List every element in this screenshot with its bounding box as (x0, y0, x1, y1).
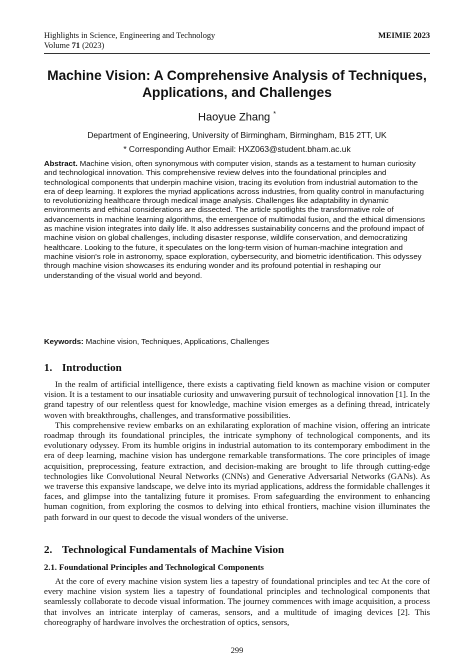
paragraph: This comprehensive review embarks on an exhilarating exploration of machine vision, offering an intricate roadmap through its foundational principles, the intricate symphony of technological components, and its evolutionary odyssey. From its humble origins in industrial automation to its contemporary embodiment in the era of deep learning, machine vision has undergone remarkable transformations. The core principles of image acquisition, preprocessing, feature extraction, and decision-making are brought to life through cutting-edge technologies like Convolutional Neural Networks (CNNs) and Generative Adversarial Networks (GANs). As we traverse this expansive landscape, we delve into its myriad applications, address the formidable challenges it faces, and glimpse into the tantalizing future it promises. From safeguarding the environment to enhancing human cognition, from exploring the cosmos to delving into ethical frontiers, machine vision illuminates the path forward in our quest to decode the visual wonders of the universe. (44, 419, 430, 522)
abstract (44, 159, 430, 280)
affiliation (40, 128, 434, 156)
header-rule (44, 53, 430, 54)
corresponding-author-email: * Corresponding Author Email: HXZ063@student.bham.ac.uk (123, 144, 351, 154)
corresponding-mark: * (273, 111, 276, 118)
abstract-label: Abstract. (44, 159, 78, 168)
journal-name: Highlights in Science, Engineering and Technology (44, 31, 216, 40)
department: Department of Engineering, University of Birmingham, Birmingham, B15 2TT, UK (87, 130, 387, 140)
section2-body (44, 576, 430, 627)
paragraph: In the realm of artificial intelligence, there exists a captivating field known as machine vision or computer vision. It is a testament to our insatiable curiosity and unwavering pursuit of technological innovation [1]. In the grand tapestry of our relentless quest for knowledge, machine vision emerges as a defining thread, intricately woven with breakthroughs, challenges, and transformative possibilities. (44, 379, 430, 420)
keywords-text: Machine vision, Techniques, Applications, Challenges (83, 337, 270, 346)
keywords (44, 337, 430, 347)
author (40, 111, 434, 124)
section-heading-technological-fundamentals: 2. Technological Fundamentals of Machine Vision (44, 544, 285, 556)
introduction-body (44, 379, 430, 522)
author-name: Haoyue Zhang (198, 111, 271, 124)
section-heading-introduction: 1. Introduction (44, 362, 122, 374)
page-number: 299 (230, 646, 244, 655)
subsection-heading: 2.1. Foundational Principles and Technological Components (44, 562, 264, 572)
running-head (44, 31, 430, 51)
volume-info: Volume 71 (2023) (44, 41, 105, 50)
paper-title: Machine Vision: A Comprehensive Analysis of Techniques, Applications, and Challenges (47, 68, 427, 100)
abstract-text: Machine vision, often synonymous with computer vision, stands as a testament to human curiosity and technological innovation. This comprehensive review delves into the foundational principles and technological components that underpin machine vision, tracing its evolution from industrial automation to the era of deep learning. It explores the myriad applications across industries, from quality control in manufacturing to revolutionizing healthcare through medical image analysis. Challenges like adaptability in dynamic environments and ethical considerations are dissected. The article spotlights the transformative role of advancements in machine learning algorithms, the emergence of multimodal fusion, and the ethical dimensions as machine vision integrates into daily life. It also addresses sustainability concerns and the profound impact of machine vision on global challenges, including disaster response, wildlife conservation, and democratizing healthcare. Looking to the future, it speculates on the long-term vision of human-machine integration and machine vision's role in astronomy, space exploration, cybersecurity, and biometric identification. This odyssey through machine vision showcases its enduring wonder and its profound potential in reshaping our understanding of the visual world and beyond. (44, 159, 425, 280)
keywords-label: Keywords: (44, 337, 84, 346)
paragraph: At the core of every machine vision system lies a tapestry of foundational principles and tec At the core of every machine vision system lies a tapestry of foundational principles and technological components that seamlessly collaborate to decode visual information. The journey commences with image acquisition, a process that involves an intricate interplay of cameras, sensors, and a multitude of imaging devices [2]. This choreography of hardware involves the orchestration of optics, sensors, (44, 576, 430, 627)
conference-name: MEIMIE 2023 (378, 31, 430, 40)
